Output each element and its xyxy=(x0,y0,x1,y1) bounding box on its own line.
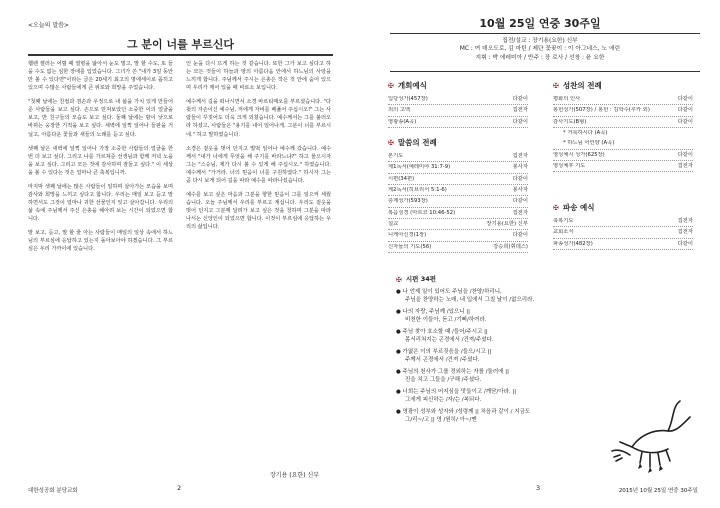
service-date-title: 10월 25일 연중 30주일 xyxy=(479,17,601,30)
meta-line: 집전/설교 : 장기용(요한) 신부 xyxy=(502,38,578,44)
page-number: 2 xyxy=(177,484,182,492)
order-row: 입당성가(457장) 다같이 xyxy=(388,94,528,105)
psalm-verse: ● 가엾은 이의 부르짖음을 /들으/시고 || 주께서 곤경에서 /건져 /주셨다. xyxy=(396,348,492,363)
order-row: 시편(34편) 다같이 xyxy=(388,174,528,185)
order-row: 층계성가(593장) 다같이 xyxy=(388,196,528,207)
meta-line: 지휘 : 박 에레미아 / 반주 : 장 로사 / 선창 : 윤 요한 xyxy=(475,54,605,61)
sermon-column-2 xyxy=(186,60,331,237)
order-row: 축복기도 집전자 xyxy=(553,216,693,227)
right-page xyxy=(360,0,720,508)
divider xyxy=(390,71,700,72)
psalm-title: 시편 34편 xyxy=(405,275,437,283)
sermon-paragraph: 혬렌 켈러는 어릴 때 열병을 앓아서 눈도 멀고, 말 할 수도, 또 들을 수도 없는 심한 장애를 입었습니다. 그녀가 쓴 "내가 3일 동안만 볼 수 있다면"이라는 글은 20세기 최고의 명에세이로 꼽히고 있으며 수많은 사람들에게 큰 위로와 희망을 주었습니다. xyxy=(28,61,173,92)
psalm-verse: ● 영광이 성부와 성자와 /성령께 || 처음과 같이 / 지금도 그/리~/고 || 영 /원히/ 아~/멘 xyxy=(396,408,531,423)
psalm-block xyxy=(396,275,626,429)
service-meta xyxy=(360,37,720,62)
order-row: 본기도 집전자 xyxy=(388,151,528,162)
sermon-column-1 xyxy=(28,60,173,259)
order-row: 제2독서(히브리서 5:1-6) 봉사자 xyxy=(388,185,528,196)
footer-church: 대한성공회 분당교회 xyxy=(28,488,78,494)
opening-rite-block xyxy=(388,80,528,128)
sermon-paragraph: 말 보고, 듣고, 말 할 줄 아는 사람들이 매일의 일상 속에서 하느님의 부르심에 응답하고 있는지 돌아보아야 하겠습니다. 그 부르심은 우리 가까이에 있습니다. xyxy=(28,230,173,253)
psalm-verse: ● 너희는 주님의 어지심을 맛들이고 /깨닫/아라. || 그에게 피신하는 /자/는 /복되다. xyxy=(396,388,517,403)
block-title: 파송 예식 xyxy=(562,203,595,212)
order-row: 영광송(A곡) 다같이 xyxy=(388,117,528,128)
eucharist-block xyxy=(553,80,693,172)
block-title: 개회예식 xyxy=(397,81,427,90)
block-title: 말씀의 전례 xyxy=(397,138,437,147)
order-row: 설교 장기용(요한) 신부 xyxy=(388,219,528,230)
cross-icon: ✠ xyxy=(553,81,559,90)
sermon-paragraph: 소경은 겉옷을 벗어 던지고 벌떡 일어나 예수께 갔습니다. 예수께서 "내가 너에게 무엇을 해 주기를 바라느냐?" 하고 물으시자 그는 "스승님, 제가 다시 볼 수 있게 해 주십시오." 하였습니다. 예수께서 "가거라. 너의 믿음이 너를 구원하였다." 하시자 그는 곧 다시 보게 되어 길을 따라 예수를 따라나섰습니다. xyxy=(186,145,331,184)
order-row: 영성체시 성가(625장) 다같이 xyxy=(553,150,693,161)
sermon-paragraph: 예수를 보고 싶은 마음과 그분을 향한 믿음이 그를 일으켜 세웠습니다. 오늘 주님께서 우리를 부르고 계십니다. 우리도 겉옷을 벗어 던지고 그분께 달려가 보고 싶은 것을 청하며 그분을 따라나서는 신앙인이 되었으면 합니다. 이것이 부르심에 응답하는 우리의 삶입니다. xyxy=(186,191,331,231)
sermon-paragraph: 예수께서 길을 떠나시면서 소경 바르티매오를 부르셨습니다. "다윗의 자손이신 예수님, 저에게 자비를 베풀어 주십시오!" 그는 사람들이 꾸짖어도 더욱 크게 외쳤습니다. 예수께서는 그를 불러오라 하셨고, 사람들은 "용기를 내어 일어나게. 그분이 너를 부르시네." 하고 말하였습니다. xyxy=(186,99,331,138)
dismissal-block xyxy=(553,202,693,250)
footer-date: 2015년 10월 25일 연중 30주일 xyxy=(618,488,698,494)
psalm-verse: ● 주님 찾아 호소할 때 /들어/주시고 || 몸서리쳐지는 곤경에서 /건져/주셨다. xyxy=(396,329,494,343)
order-row: 봉헌성가(507장) / 봉헌 : 김학수(루카 외) 다같이 xyxy=(553,105,693,116)
order-row: 교회소식 집전자 xyxy=(553,227,693,238)
order-row: 신자들의 기도(56) 강승희(휘데스) xyxy=(388,242,528,253)
section-tag: <오늘의 말씀> xyxy=(28,22,69,29)
dove-illustration xyxy=(602,395,697,475)
page-number: 3 xyxy=(536,484,541,492)
block-title: 성찬의 전례 xyxy=(562,81,602,90)
order-row: 평화의 인사 다같이 xyxy=(553,94,693,105)
cross-icon: ✠ xyxy=(388,81,394,90)
divider xyxy=(390,33,700,34)
psalm-verse: ● 나 언제 일이 있어도 주님을 /찬양/하리니, 주님을 찬양하는 노래, 내 입에서 그칠 날이 /없으리라. xyxy=(396,289,535,304)
order-row: 영성체후 기도 집전자 xyxy=(553,161,693,172)
liturgy-of-word-block xyxy=(388,137,528,253)
sermon-author: 장기용 (요한) 신부 xyxy=(270,472,320,479)
sermon-paragraph: "첫째 날에는 친절과 겸손과 우정으로 내 삶을 가치 있게 만들어 준 사람들을 보고 싶다. 손으로 만져보았던 소중한 이의 얼굴을 보고, 반 친구들의 모습도 보고 싶다. 둘째 날에는 밤이 낮으로 바뀌는 웅장한 기적을 보고 싶다. 새벽에 일찍 일어나 들판을 거닐고, 아름다운 꽃들과 새들의 노래를 듣고 싶다. xyxy=(28,99,173,138)
order-row: 제1독서(예레미야 31:7-9) 봉사자 xyxy=(388,162,528,173)
order-row: 죄의 고백 집전자 xyxy=(388,105,528,116)
sermon-paragraph: 마지막 셋째 날에는 많은 사람들이 일하며 살아가는 모습을 보며 감사와 희망을 느끼고 싶다고 합니다. 우리는 매일 보고 듣고 말하면서도 그것이 얼마나 귀한 선물인지 잊고 살아갑니다. 우리의 삶 속에 주님께서 주신 은총을 헤아려 보는 시간이 되었으면 합니다. xyxy=(28,183,173,223)
sermon-paragraph: 인 눈을 다시 뜨게 하는 것 같습니다. 또한 그가 보고 싶다고 하는 모든 것들이 하늘과 땅의 아름다움 안에서 하느님의 사랑을 느끼게 합니다. 주님께서 주시는 은총은 작은 것 안에 숨어 있으며 우리가 깨어 있을 때 비로소 보입니다. xyxy=(186,61,331,92)
order-row: * 하느님 어린양 (A곡) xyxy=(553,138,693,149)
cross-icon: ✠ xyxy=(396,276,402,284)
cross-icon: ✠ xyxy=(388,138,394,147)
order-row: 복음성경 (마르코 10:46-52) 집전자 xyxy=(388,208,528,219)
psalm-verse: ● 나의 자랑, 주님께 /있으니 || 비천한 이들아, 듣고 /기뻐/하여라. xyxy=(396,309,487,324)
order-row: 파송성가(482장) 다같이 xyxy=(553,239,693,250)
order-row: * 거룩하시다 (A곡) xyxy=(563,130,608,137)
order-row: 니케아신경(1장) 다같이 xyxy=(388,230,528,241)
meta-line: MC : 여 데오도로, 김 마틴 / 제단 꽃꽂이 : 이 아그네스, 노 애린 xyxy=(459,46,621,53)
sermon-title: 그 분이 너를 부르신다 xyxy=(28,36,333,56)
cross-icon: ✠ xyxy=(553,203,559,212)
sermon-paragraph: 셋째 날은 새벽에 일찍 일어나 가장 소중한 사람들의 얼굴을 한 번 더 보고 싶다. 그리고 나를 가르쳐준 선생님과 함께 저녁 노을을 보고 싶다. 그리고 모든 것에 감사하며 잠들고 싶다." 이 세상을 볼 수 있다는 것은 얼마나 큰 축복입니까. xyxy=(28,145,173,176)
order-row: 감사기도(B형) 다같이 xyxy=(553,117,693,128)
psalm-verse: ● 주님의 천사가 그를 경외하는 자를 /둘러에 || 진을 치고 그들을 /구해 /주셨다. xyxy=(396,368,509,383)
